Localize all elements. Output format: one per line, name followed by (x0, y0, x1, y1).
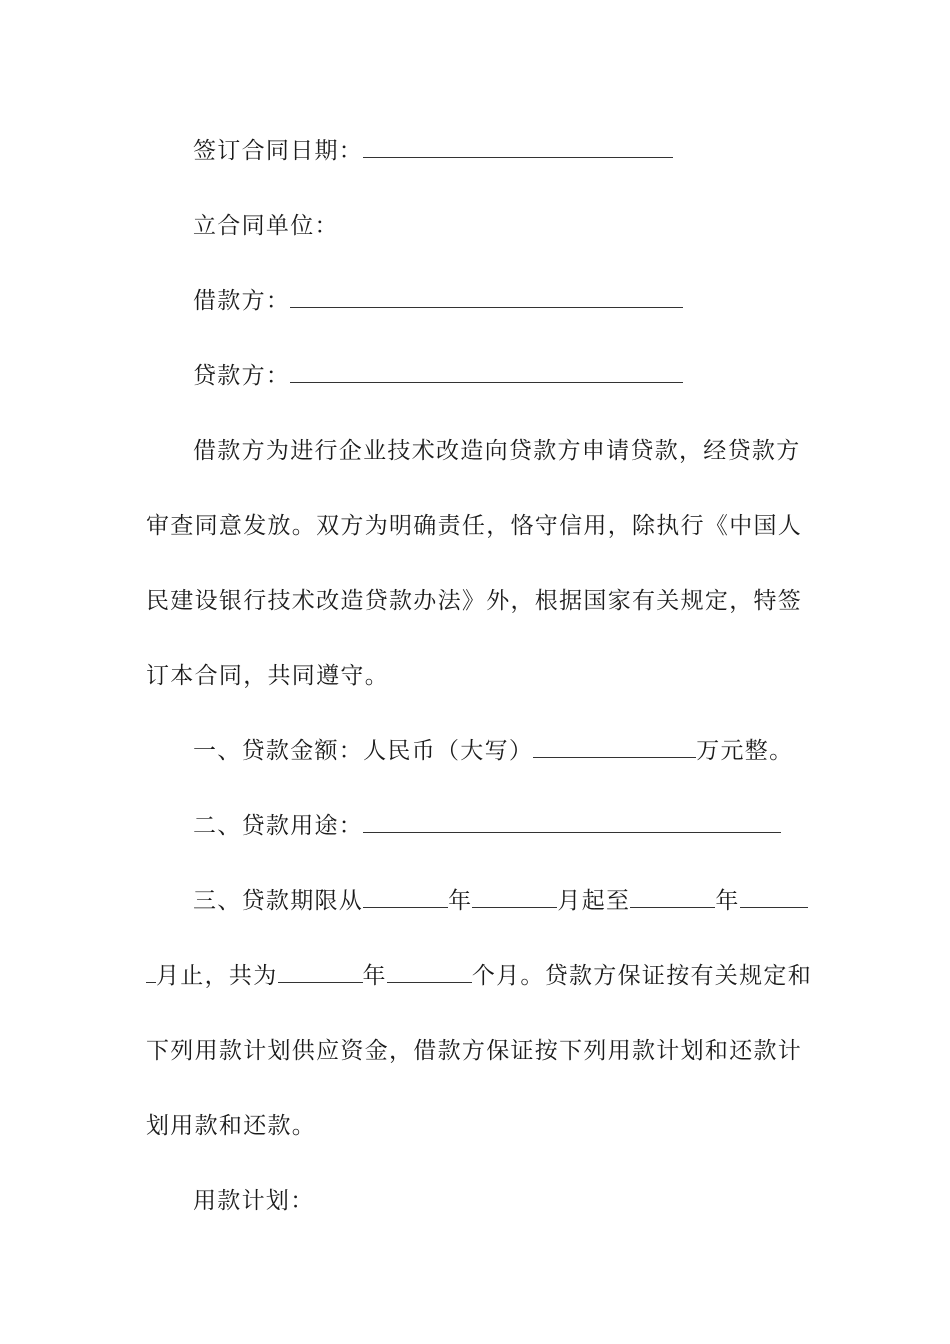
term-year-3: 年 (362, 963, 387, 989)
borrower-label: 借款方： (193, 288, 291, 314)
clause-purpose (193, 806, 781, 846)
parties-label: 立合同单位： (193, 213, 339, 239)
preamble-line-2: 审查同意发放。双方为明确责任，恪守信用，除执行《中国人 (146, 513, 803, 539)
sign-date-line (193, 131, 673, 171)
clause-amount (193, 731, 793, 771)
amount-blank (533, 737, 696, 758)
plan-label: 用款计划： (193, 1188, 315, 1214)
lender-line (193, 356, 683, 396)
preamble-line-1: 借款方为进行企业技术改造向贷款方申请贷款，经贷款方 (193, 438, 801, 464)
clause-term-line-1 (193, 881, 808, 921)
sign-date-blank (363, 137, 673, 158)
clause-amount-prefix: 一、贷款金额：人民币（大写） (193, 738, 534, 764)
clause-term-line-2 (146, 956, 812, 996)
term-year-1: 年 (448, 888, 473, 914)
term-to-month-blank-b (146, 962, 156, 983)
term-from-month-blank (472, 887, 557, 908)
preamble-line-3: 民建设银行技术改造贷款办法》外，根据国家有关规定，特签 (146, 588, 803, 614)
purpose-blank (363, 812, 781, 833)
term-month-to: 月止，共为 (156, 963, 278, 989)
clause-term-line-3: 下列用款计划供应资金，借款方保证按下列用款计划和还款计 (146, 1038, 803, 1064)
term-rest: 个月。贷款方保证按有关规定和 (471, 963, 813, 989)
clause-purpose-prefix: 二、贷款用途： (193, 813, 364, 839)
lender-blank (290, 362, 683, 383)
clause-term-line-4: 划用款和还款。 (146, 1113, 317, 1139)
term-to-year-blank (630, 887, 715, 908)
term-total-month-blank (387, 962, 472, 983)
term-month-from: 月起至 (557, 888, 631, 914)
clause-term-prefix: 三、贷款期限从 (193, 888, 364, 914)
term-to-month-blank-a (740, 887, 808, 908)
clause-amount-suffix: 万元整。 (696, 738, 794, 764)
preamble-line-4: 订本合同，共同遵守。 (146, 663, 389, 689)
borrower-blank (290, 287, 683, 308)
borrower-line (193, 281, 683, 321)
term-from-year-blank (363, 887, 448, 908)
term-total-year-blank (278, 962, 363, 983)
term-year-2: 年 (715, 888, 740, 914)
lender-label: 贷款方： (193, 363, 291, 389)
sign-date-label: 签订合同日期： (193, 138, 364, 164)
